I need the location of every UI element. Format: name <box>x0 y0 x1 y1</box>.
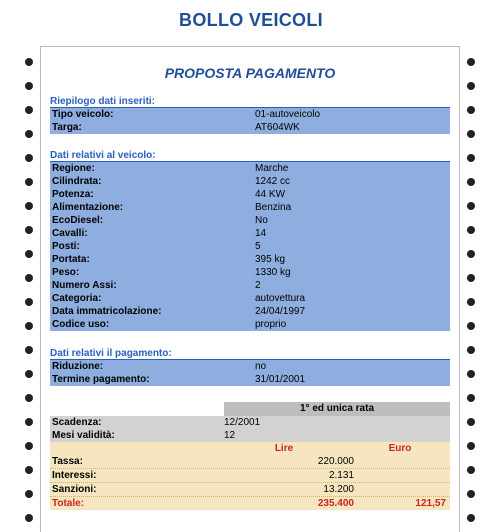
perforation-hole <box>467 202 475 210</box>
interessi-lire: 2.131 <box>328 470 354 481</box>
row-label: Posti: <box>52 241 80 252</box>
rata-title: 1° ed unica rata <box>224 402 450 416</box>
data-row <box>50 292 450 305</box>
sanzioni-label: Sanzioni: <box>52 484 97 495</box>
interessi-row <box>50 469 450 483</box>
data-row <box>50 279 450 292</box>
data-row <box>50 360 450 373</box>
interessi-label: Interessi: <box>52 470 97 481</box>
data-row <box>50 227 450 240</box>
pagamento-box <box>50 360 450 386</box>
perforation-hole <box>467 82 475 90</box>
row-label: Targa: <box>52 122 82 133</box>
perforation-hole <box>25 346 33 354</box>
row-value: 1330 kg <box>255 267 291 278</box>
row-label: Categoria: <box>52 293 102 304</box>
frame-top-border <box>40 46 460 47</box>
perforation-hole <box>25 58 33 66</box>
perforation-hole <box>25 394 33 402</box>
perforation-hole <box>25 442 33 450</box>
data-row <box>50 373 450 386</box>
perforation-hole <box>25 274 33 282</box>
data-row <box>50 201 450 214</box>
row-value: 31/01/2001 <box>255 374 306 385</box>
totale-euro: 121,57 <box>415 498 446 509</box>
data-row <box>50 175 450 188</box>
row-label: EcoDiesel: <box>52 215 104 226</box>
form-title: PROPOSTA PAGAMENTO <box>164 65 336 81</box>
perforation-hole <box>25 154 33 162</box>
perforation-hole <box>25 178 33 186</box>
row-value: autovettura <box>255 293 306 304</box>
mesi-value: 12 <box>224 430 236 441</box>
perforation-hole <box>25 250 33 258</box>
row-label: Peso: <box>52 267 80 278</box>
perforation-hole <box>467 394 475 402</box>
row-value: 44 KW <box>255 189 286 200</box>
perforation-hole <box>467 370 475 378</box>
data-row <box>50 121 450 134</box>
row-value: 2 <box>255 280 261 291</box>
perforation-hole <box>467 466 475 474</box>
left-perforation-rail <box>18 46 41 532</box>
perforation-hole <box>467 226 475 234</box>
data-row <box>50 188 450 201</box>
perforation-hole <box>467 490 475 498</box>
data-row <box>50 305 450 318</box>
perforation-hole <box>467 178 475 186</box>
totale-label: Totale: <box>52 498 85 509</box>
row-label: Numero Assi: <box>52 280 117 291</box>
row-value: 14 <box>255 228 267 239</box>
perforation-hole <box>467 130 475 138</box>
sanzioni-row <box>50 483 450 497</box>
row-label: Termine pagamento: <box>52 374 150 385</box>
data-row <box>50 253 450 266</box>
perforation-hole <box>25 298 33 306</box>
row-label: Potenza: <box>52 189 94 200</box>
perforation-hole <box>25 202 33 210</box>
row-label: Regione: <box>52 163 95 174</box>
perforation-hole <box>25 82 33 90</box>
column-lire: Lire <box>274 443 294 454</box>
form-frame <box>18 46 482 532</box>
totale-lire: 235.400 <box>317 498 354 509</box>
data-row <box>50 162 450 175</box>
mesi-label: Mesi validità: <box>52 430 115 441</box>
veicolo-box <box>50 162 450 331</box>
data-row <box>50 240 450 253</box>
row-value: 5 <box>255 241 261 252</box>
perforation-hole <box>25 466 33 474</box>
perforation-hole <box>467 154 475 162</box>
data-row <box>50 318 450 331</box>
scadenza-row <box>50 416 450 429</box>
perforation-hole <box>467 106 475 114</box>
row-value: 395 kg <box>255 254 286 265</box>
rata-table <box>50 402 450 510</box>
row-label: Cavalli: <box>52 228 88 239</box>
riepilogo-box <box>50 108 450 134</box>
row-value: 1242 cc <box>255 176 291 187</box>
tassa-row <box>50 455 450 469</box>
row-label: Cilindrata: <box>52 176 102 187</box>
perforation-hole <box>25 130 33 138</box>
section-heading-pagamento: Dati relativi il pagamento: <box>50 348 450 360</box>
row-label: Alimentazione: <box>52 202 124 213</box>
sanzioni-lire: 13.200 <box>323 484 354 495</box>
perforation-hole <box>467 322 475 330</box>
section-heading-riepilogo: Riepilogo dati inseriti: <box>50 96 450 108</box>
perforation-hole <box>25 226 33 234</box>
perforation-hole <box>25 322 33 330</box>
row-label: Tipo veicolo: <box>52 109 114 120</box>
mesi-row <box>50 429 450 442</box>
row-label: Data immatricolazione: <box>52 306 162 317</box>
row-label: Codice uso: <box>52 319 110 330</box>
perforation-hole <box>467 418 475 426</box>
row-value: no <box>255 361 267 372</box>
row-value: AT604WK <box>255 122 300 133</box>
perforation-hole <box>467 58 475 66</box>
perforation-hole <box>467 274 475 282</box>
perforation-hole <box>25 418 33 426</box>
data-row <box>50 108 450 121</box>
totale-row <box>50 497 450 510</box>
row-value: Benzina <box>255 202 292 213</box>
perforation-hole <box>25 490 33 498</box>
perforation-hole <box>25 106 33 114</box>
section-heading-veicolo: Dati relativi al veicolo: <box>50 150 450 162</box>
rata-header <box>50 402 450 416</box>
row-value: 01-autoveicolo <box>255 109 321 120</box>
row-value: proprio <box>255 319 287 330</box>
perforation-hole <box>25 370 33 378</box>
tassa-lire: 220.000 <box>317 456 354 467</box>
currency-header-row <box>50 442 450 455</box>
perforation-hole <box>467 346 475 354</box>
perforation-hole <box>25 514 33 522</box>
row-label: Riduzione: <box>52 361 104 372</box>
perforation-hole <box>467 250 475 258</box>
row-value: No <box>255 215 268 226</box>
right-perforation-rail <box>459 46 482 532</box>
rata-header-spacer <box>50 402 222 416</box>
perforation-hole <box>467 514 475 522</box>
perforation-hole <box>467 442 475 450</box>
perforation-hole <box>467 298 475 306</box>
data-row <box>50 214 450 227</box>
row-value: 24/04/1997 <box>255 306 306 317</box>
scadenza-value: 12/2001 <box>224 417 261 428</box>
data-row <box>50 266 450 279</box>
row-value: Marche <box>255 163 289 174</box>
tassa-label: Tassa: <box>52 456 83 467</box>
scadenza-label: Scadenza: <box>52 417 102 428</box>
column-euro: Euro <box>388 443 412 454</box>
row-label: Portata: <box>52 254 90 265</box>
page-title: BOLLO VEICOLI <box>179 10 323 30</box>
